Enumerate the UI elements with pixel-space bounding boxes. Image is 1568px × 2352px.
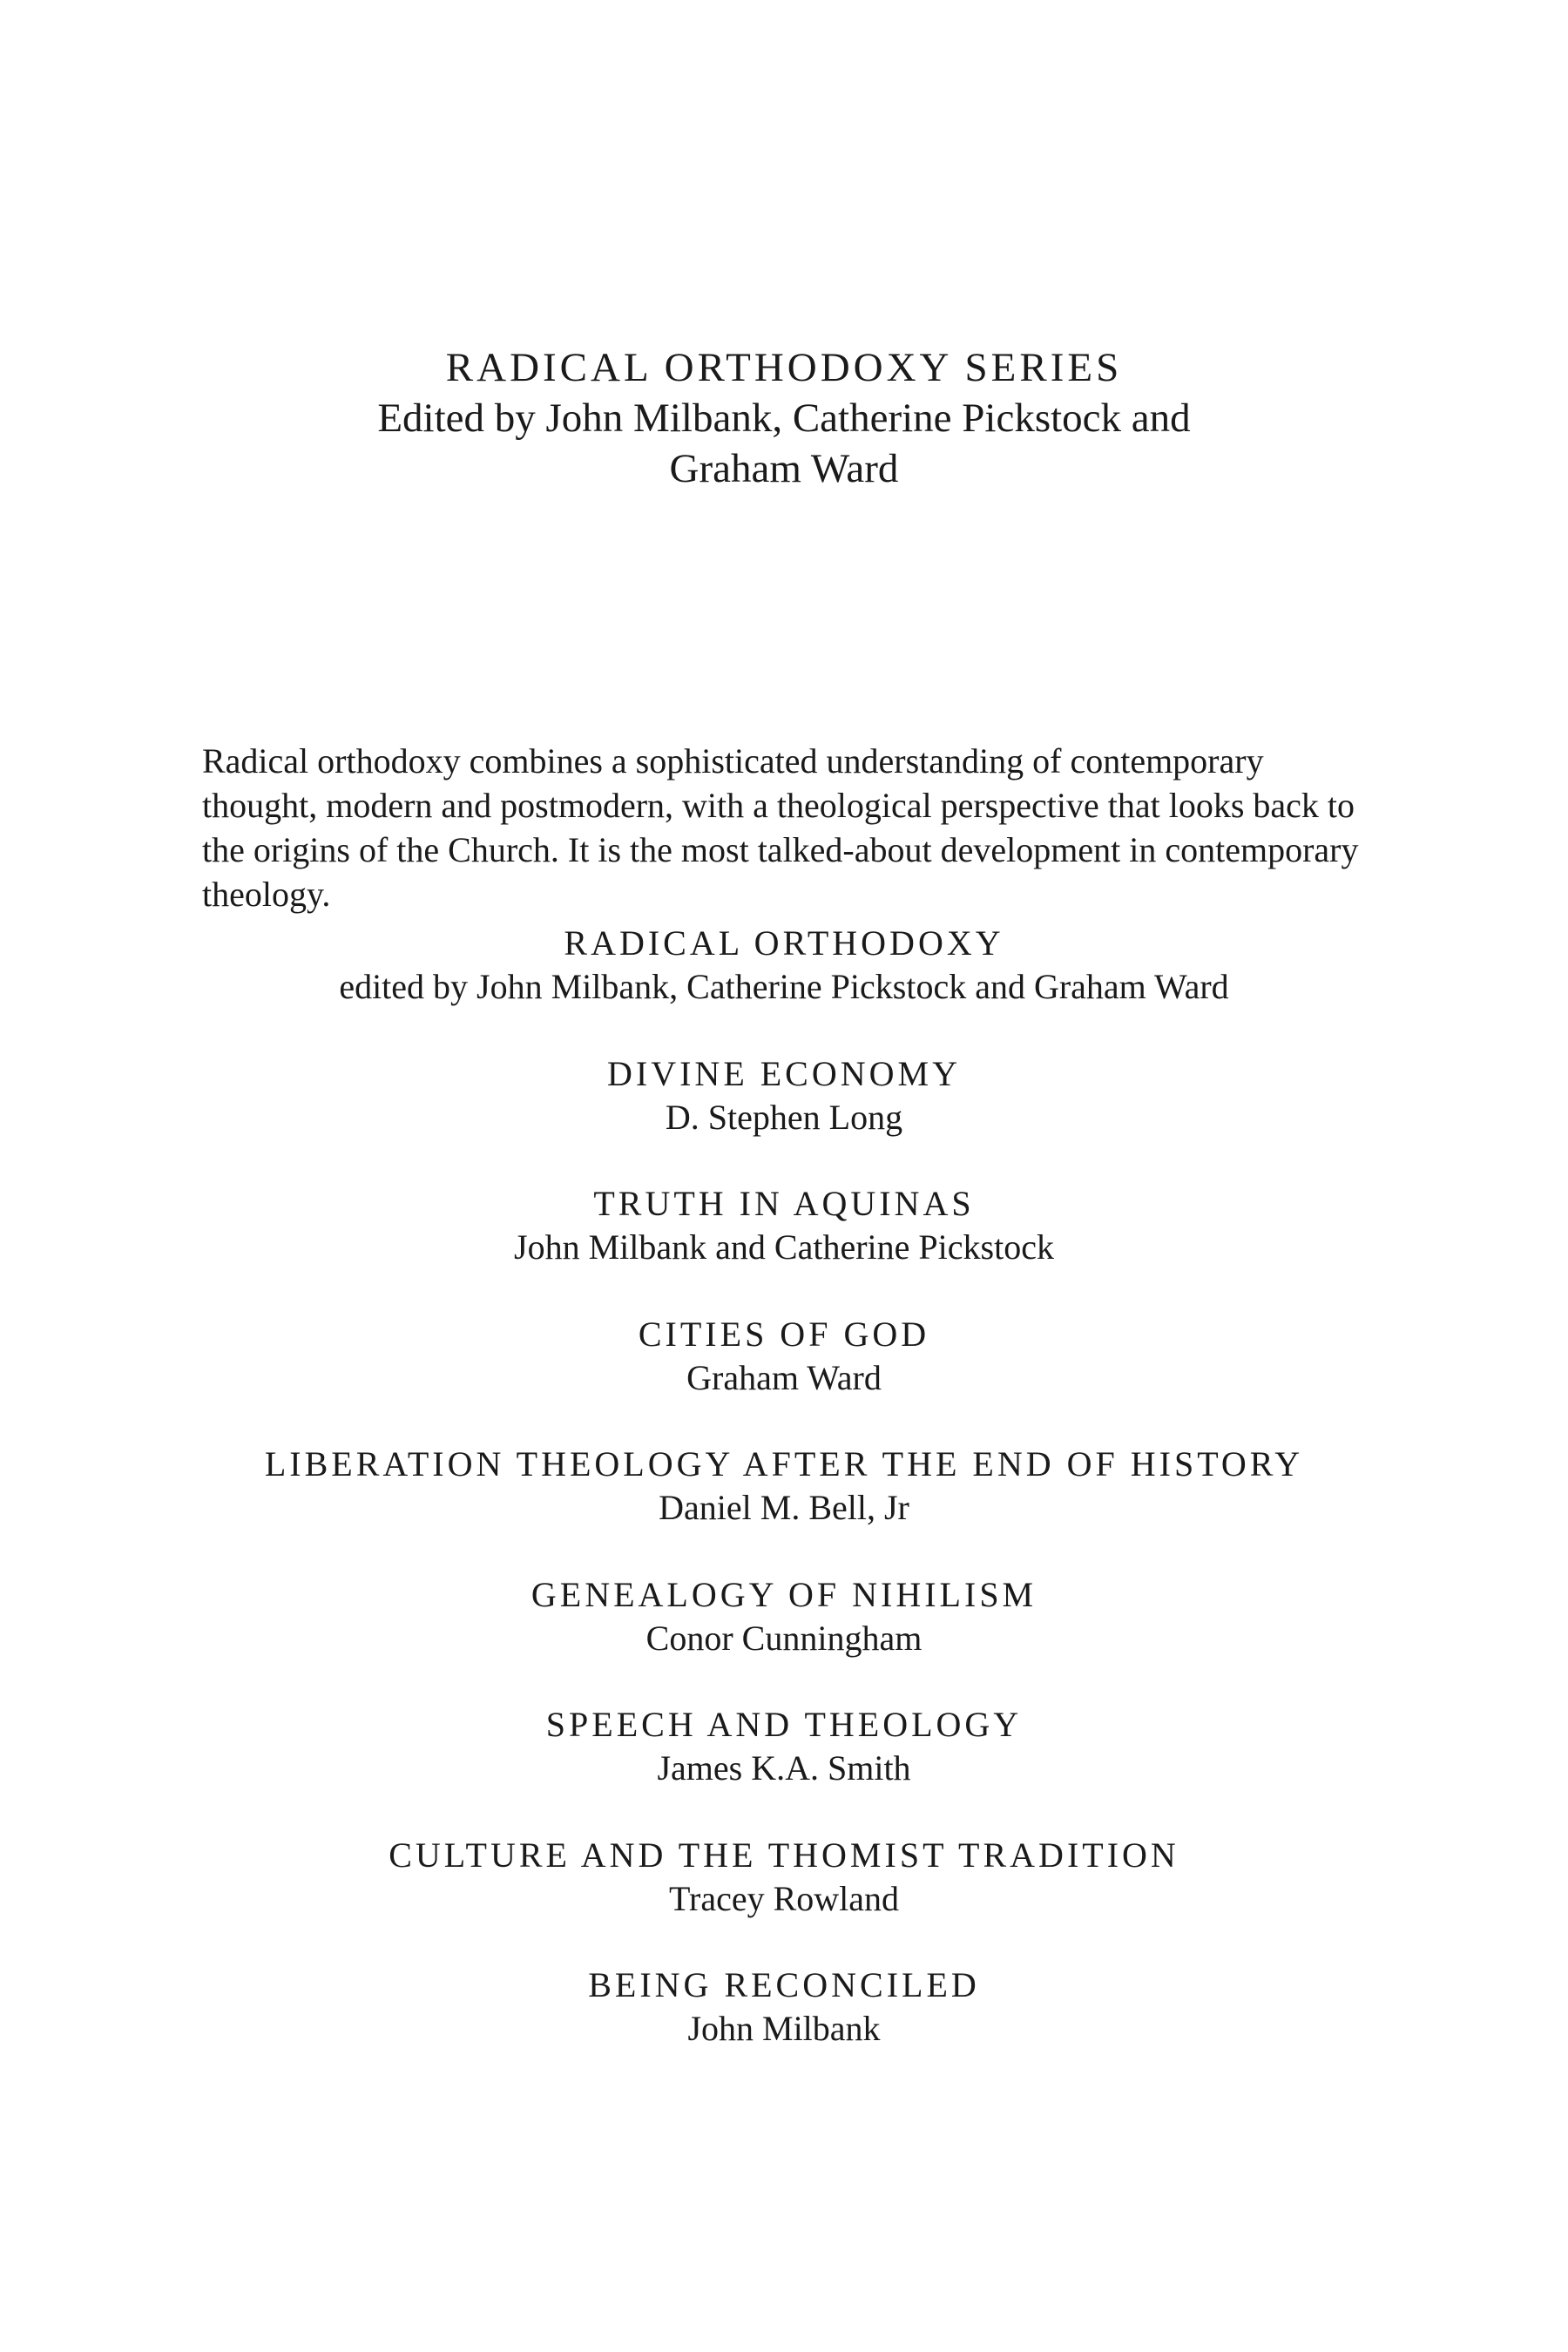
book-author: James K.A. Smith [657,1748,911,1788]
book-list [0,922,1568,2094]
book-author: John Milbank and Catherine Pickstock [514,1227,1054,1267]
series-editors: Edited by John Milbank, Catherine Pickstock and Graham Ward [377,395,1191,491]
book-entry [0,1963,1568,2094]
book-title: RADICAL ORTHODOXY [564,923,1004,963]
book-title: SPEECH AND THEOLOGY [545,1705,1023,1744]
book-entry [0,1313,1568,1443]
series-title: RADICAL ORTHODOXY SERIES [445,345,1123,390]
book-entry [0,1703,1568,1834]
book-title: LIBERATION THEOLOGY AFTER THE END OF HISTORY [264,1444,1304,1484]
book-title: CULTURE AND THE THOMIST TRADITION [389,1835,1179,1875]
book-author: edited by John Milbank, Catherine Pickstock and Graham Ward [339,967,1229,1006]
book-author: Daniel M. Bell, Jr [659,1488,909,1527]
book-author: John Milbank [687,2009,881,2048]
book-entry [0,1443,1568,1573]
book-author: Graham Ward [686,1357,882,1397]
book-author: D. Stephen Long [665,1097,903,1137]
series-header [0,342,1568,494]
book-title: DIVINE ECONOMY [607,1053,961,1093]
book-entry [0,922,1568,1052]
book-entry [0,1182,1568,1313]
book-title: GENEALOGY OF NIHILISM [531,1574,1037,1614]
book-entry [0,1573,1568,1704]
book-title: BEING RECONCILED [588,1965,980,2004]
book-title: CITIES OF GOD [638,1314,930,1354]
book-title: TRUTH IN AQUINAS [593,1184,975,1223]
series-description: Radical orthodoxy combines a sophisticated understanding of contemporary thought, modern and postmodern, with a theological perspective that looks back to the origins of the Church. It is the most talked-about development in contemporary theology. [202,741,1359,914]
book-author: Tracey Rowland [668,1878,900,1918]
book-entry [0,1834,1568,1964]
book-author: Conor Cunningham [645,1618,923,1658]
book-entry [0,1052,1568,1183]
